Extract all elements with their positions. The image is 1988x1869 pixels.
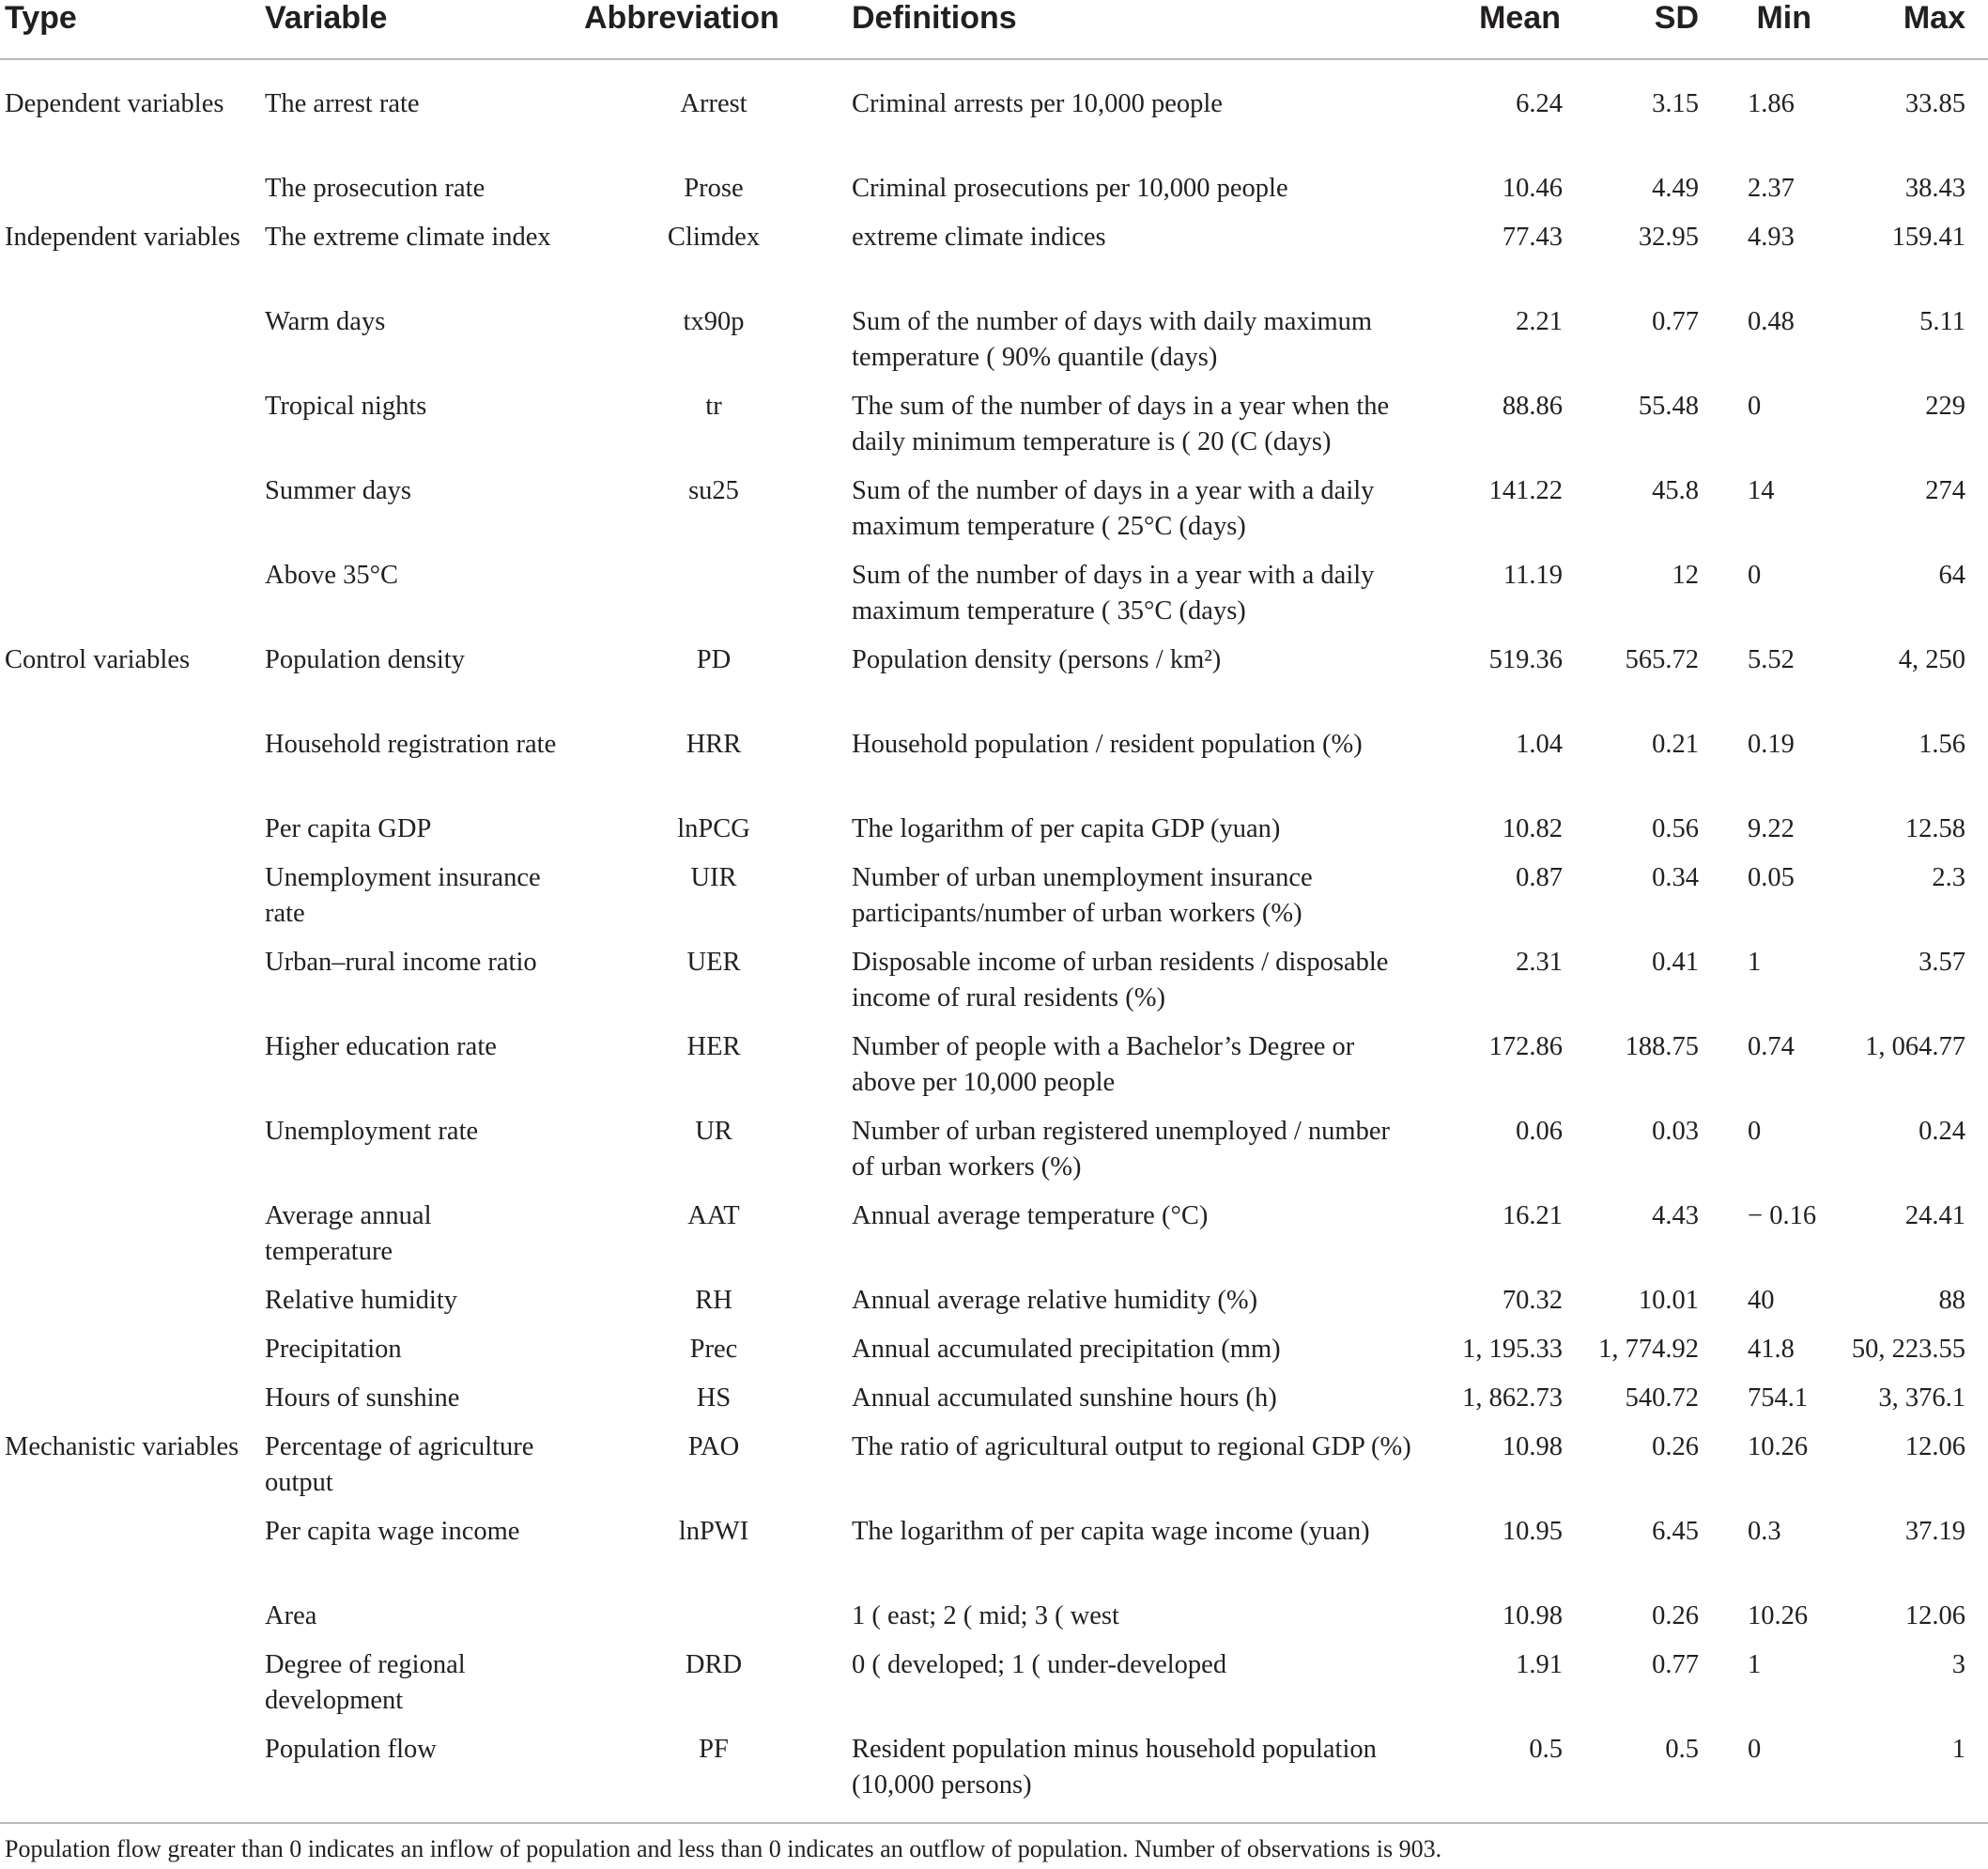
row-mean-cell: 16.21 bbox=[1502, 1201, 1563, 1230]
table-row bbox=[0, 1332, 1988, 1381]
row-definition-cell: Sum of the number of days with daily maximum temperature ( 90% quantile (days) bbox=[852, 307, 1373, 372]
row-mean-cell: 10.46 bbox=[1502, 174, 1563, 203]
row-type-cell bbox=[0, 860, 265, 945]
row-mean-cell: 10.98 bbox=[1502, 1432, 1563, 1461]
row-mean-cell: 0.06 bbox=[1516, 1117, 1563, 1146]
row-sd-cell: 0.26 bbox=[1652, 1601, 1699, 1630]
row-min-cell: 754.1 bbox=[1748, 1383, 1809, 1413]
row-definition-cell: Disposable income of urban residents / disposable income of rural residents (%) bbox=[852, 948, 1389, 1012]
row-min-cell: 0.19 bbox=[1748, 730, 1795, 759]
row-min-cell: 0.74 bbox=[1748, 1032, 1795, 1061]
row-abbreviation-cell bbox=[576, 1599, 852, 1647]
row-max-cell: 12.06 bbox=[1904, 1432, 1965, 1461]
row-variable-cell: Precipitation bbox=[265, 1335, 402, 1364]
row-mean-cell: 2.31 bbox=[1516, 948, 1563, 977]
row-min-cell: 0 bbox=[1748, 1117, 1762, 1146]
row-type-cell bbox=[0, 727, 265, 811]
row-min-cell: 1.86 bbox=[1748, 89, 1795, 118]
row-mean-cell: 11.19 bbox=[1503, 561, 1563, 590]
row-definition-cell: Population density (persons / km²) bbox=[852, 645, 1222, 674]
row-min-cell: 41.8 bbox=[1748, 1335, 1795, 1364]
row-max-cell: 0.24 bbox=[1919, 1117, 1965, 1146]
header-row bbox=[0, 0, 1988, 59]
row-abbreviation-cell: UER bbox=[686, 948, 741, 977]
row-variable-cell: Household registration rate bbox=[265, 730, 557, 759]
row-definition-cell: Number of urban registered unemployed / number of urban workers (%) bbox=[852, 1117, 1390, 1182]
row-type-cell bbox=[0, 1029, 265, 1114]
row-variable-cell: Tropical nights bbox=[265, 392, 427, 421]
table-row bbox=[0, 1732, 1988, 1816]
table-row bbox=[0, 860, 1988, 945]
table-row bbox=[0, 473, 1988, 558]
row-abbreviation-cell: PAO bbox=[687, 1432, 740, 1461]
row-definition-cell: The ratio of agricultural output to regional GDP (%) bbox=[852, 1432, 1411, 1461]
header-definitions: Definitions bbox=[852, 0, 1427, 59]
row-sd-cell: 10.01 bbox=[1638, 1286, 1699, 1315]
row-mean-cell: 1, 195.33 bbox=[1462, 1335, 1563, 1364]
row-variable-cell: Higher education rate bbox=[265, 1032, 497, 1061]
header-sd: SD bbox=[1570, 0, 1708, 59]
row-max-cell: 38.43 bbox=[1904, 174, 1965, 203]
row-mean-cell: 70.32 bbox=[1502, 1286, 1563, 1315]
row-definition-cell: Annual average relative humidity (%) bbox=[852, 1286, 1258, 1315]
row-type-cell bbox=[0, 171, 265, 220]
row-sd-cell: 0.56 bbox=[1652, 814, 1699, 843]
row-abbreviation-cell: Prose bbox=[684, 174, 744, 203]
row-min-cell: 40 bbox=[1748, 1286, 1775, 1315]
row-mean-cell: 10.95 bbox=[1502, 1517, 1563, 1546]
row-min-cell: 9.22 bbox=[1748, 814, 1795, 843]
row-definition-cell: Criminal prosecutions per 10,000 people bbox=[852, 174, 1288, 203]
row-max-cell: 2.3 bbox=[1932, 863, 1965, 892]
row-min-cell: 5.52 bbox=[1748, 645, 1795, 674]
row-abbreviation-cell: RH bbox=[695, 1286, 732, 1315]
table-row bbox=[0, 1029, 1988, 1114]
row-definition-cell: Household population / resident population (%) bbox=[852, 730, 1363, 759]
row-type-cell bbox=[0, 304, 265, 389]
row-variable-cell: Unemployment rate bbox=[265, 1117, 479, 1146]
row-abbreviation-cell: tx90p bbox=[683, 307, 745, 336]
row-sd-cell: 1, 774.92 bbox=[1598, 1335, 1699, 1364]
row-sd-cell: 0.41 bbox=[1652, 948, 1699, 977]
row-abbreviation-cell: Arrest bbox=[680, 89, 747, 118]
row-definition-cell: The logarithm of per capita GDP (yuan) bbox=[852, 814, 1281, 843]
row-variable-cell: Population density bbox=[265, 645, 465, 674]
table-row bbox=[0, 642, 1988, 727]
row-min-cell: 2.37 bbox=[1748, 174, 1795, 203]
row-definition-cell: Annual average temperature (°C) bbox=[852, 1201, 1209, 1230]
table-header bbox=[0, 0, 1988, 59]
table-row bbox=[0, 727, 1988, 811]
row-mean-cell: 10.98 bbox=[1502, 1601, 1563, 1630]
table-row bbox=[0, 1198, 1988, 1283]
row-abbreviation-cell bbox=[576, 558, 852, 642]
row-variable-cell: Per capita GDP bbox=[265, 814, 432, 843]
row-abbreviation-cell: HER bbox=[686, 1032, 741, 1061]
row-sd-cell: 45.8 bbox=[1652, 476, 1699, 505]
row-abbreviation-cell: DRD bbox=[685, 1650, 743, 1679]
row-abbreviation-cell: Prec bbox=[689, 1335, 738, 1364]
header-type: Type bbox=[0, 0, 265, 59]
row-sd-cell: 3.15 bbox=[1652, 89, 1699, 118]
row-max-cell: 229 bbox=[1925, 392, 1965, 421]
row-mean-cell: 519.36 bbox=[1488, 645, 1563, 674]
table-row bbox=[0, 1599, 1988, 1647]
row-type-cell: Independent variables bbox=[5, 223, 240, 252]
row-min-cell: 0 bbox=[1748, 561, 1762, 590]
row-variable-cell: Relative humidity bbox=[265, 1286, 458, 1315]
row-mean-cell: 1.91 bbox=[1516, 1650, 1563, 1679]
row-type-cell: Dependent variables bbox=[5, 89, 224, 118]
table-footnote: Population flow greater than 0 indicates an inflow of population and less than 0 indicates an outflow of population. Number of observations is 903. bbox=[5, 1835, 1442, 1862]
row-definition-cell: Sum of the number of days in a year with a daily maximum temperature ( 35°C (days) bbox=[852, 561, 1375, 626]
row-abbreviation-cell: HRR bbox=[686, 730, 742, 759]
row-min-cell: 14 bbox=[1748, 476, 1775, 505]
row-variable-cell: Population flow bbox=[265, 1735, 437, 1764]
row-min-cell: 0 bbox=[1748, 1735, 1762, 1764]
row-mean-cell: 172.86 bbox=[1488, 1032, 1563, 1061]
row-variable-cell: Average annual temperature bbox=[265, 1201, 432, 1266]
row-min-cell: 4.93 bbox=[1748, 223, 1795, 252]
row-sd-cell: 0.77 bbox=[1652, 1650, 1699, 1679]
row-max-cell: 5.11 bbox=[1919, 307, 1965, 336]
row-variable-cell: The arrest rate bbox=[265, 89, 420, 118]
row-mean-cell: 2.21 bbox=[1516, 307, 1563, 336]
row-max-cell: 37.19 bbox=[1904, 1517, 1965, 1546]
row-max-cell: 64 bbox=[1938, 561, 1965, 590]
row-sd-cell: 12 bbox=[1672, 561, 1699, 590]
row-variable-cell: Percentage of agriculture output bbox=[265, 1432, 534, 1497]
row-variable-cell: Hours of sunshine bbox=[265, 1383, 460, 1413]
header-abbreviation: Abbreviation bbox=[576, 0, 852, 59]
row-mean-cell: 1.04 bbox=[1516, 730, 1563, 759]
row-abbreviation-cell: lnPCG bbox=[677, 814, 750, 843]
table-row bbox=[0, 811, 1988, 860]
row-type-cell bbox=[0, 558, 265, 642]
row-type-cell bbox=[0, 945, 265, 1029]
row-max-cell: 33.85 bbox=[1904, 89, 1965, 118]
row-definition-cell: extreme climate indices bbox=[852, 223, 1106, 252]
row-abbreviation-cell: AAT bbox=[687, 1201, 740, 1230]
row-mean-cell: 1, 862.73 bbox=[1462, 1383, 1563, 1413]
row-definition-cell: Number of people with a Bachelor’s Degree or above per 10,000 people bbox=[852, 1032, 1355, 1097]
row-type-cell bbox=[0, 1114, 265, 1198]
row-sd-cell: 0.5 bbox=[1665, 1735, 1699, 1764]
row-definition-cell: Number of urban unemployment insurance participants/number of urban workers (%) bbox=[852, 863, 1313, 928]
row-abbreviation-cell: UIR bbox=[690, 863, 737, 892]
row-abbreviation-cell: Climdex bbox=[667, 223, 761, 252]
row-max-cell: 1.56 bbox=[1919, 730, 1965, 759]
row-type-cell bbox=[0, 1283, 265, 1332]
table-row bbox=[0, 945, 1988, 1029]
row-max-cell: 24.41 bbox=[1904, 1201, 1965, 1230]
table-row bbox=[0, 1647, 1988, 1732]
row-variable-cell: Summer days bbox=[265, 476, 411, 505]
row-definition-cell: The logarithm of per capita wage income (yuan) bbox=[852, 1517, 1370, 1546]
table-row bbox=[0, 59, 1988, 171]
row-max-cell: 12.06 bbox=[1904, 1601, 1965, 1630]
row-type-cell: Mechanistic variables bbox=[5, 1432, 239, 1461]
footnote-divider bbox=[0, 1822, 1988, 1824]
header-mean: Mean bbox=[1427, 0, 1570, 59]
row-abbreviation-cell: HS bbox=[696, 1383, 732, 1413]
row-mean-cell: 0.87 bbox=[1516, 863, 1563, 892]
table-body bbox=[0, 59, 1988, 1816]
row-min-cell: 1 bbox=[1748, 948, 1762, 977]
row-max-cell: 3, 376.1 bbox=[1878, 1383, 1965, 1413]
row-variable-cell: Warm days bbox=[265, 307, 386, 336]
row-min-cell: 0.3 bbox=[1748, 1517, 1781, 1546]
header-variable: Variable bbox=[265, 0, 576, 59]
row-definition-cell: 0 ( developed; 1 ( under-developed bbox=[852, 1650, 1227, 1679]
row-type-cell bbox=[0, 1198, 265, 1283]
table-row bbox=[0, 1429, 1988, 1514]
row-min-cell: 1 bbox=[1748, 1650, 1762, 1679]
row-min-cell: 0 bbox=[1748, 392, 1762, 421]
row-sd-cell: 6.45 bbox=[1652, 1517, 1699, 1546]
row-mean-cell: 10.82 bbox=[1502, 814, 1563, 843]
row-abbreviation-cell: su25 bbox=[688, 476, 739, 505]
row-max-cell: 4, 250 bbox=[1898, 645, 1965, 674]
row-variable-cell: Unemployment insurance rate bbox=[265, 863, 541, 928]
row-abbreviation-cell: UR bbox=[695, 1117, 732, 1146]
row-mean-cell: 6.24 bbox=[1516, 89, 1563, 118]
row-sd-cell: 4.43 bbox=[1652, 1201, 1699, 1230]
table-row bbox=[0, 304, 1988, 389]
row-abbreviation-cell: PF bbox=[699, 1735, 729, 1764]
row-sd-cell: 0.26 bbox=[1652, 1432, 1699, 1461]
row-definition-cell: Annual accumulated precipitation (mm) bbox=[852, 1335, 1281, 1364]
row-sd-cell: 0.03 bbox=[1652, 1117, 1699, 1146]
row-mean-cell: 141.22 bbox=[1488, 476, 1563, 505]
row-variable-cell: Urban–rural income ratio bbox=[265, 948, 537, 977]
row-sd-cell: 4.49 bbox=[1652, 174, 1699, 203]
row-definition-cell: Criminal arrests per 10,000 people bbox=[852, 89, 1223, 118]
row-min-cell: 0.05 bbox=[1748, 863, 1795, 892]
table-row bbox=[0, 1381, 1988, 1429]
table-row bbox=[0, 558, 1988, 642]
row-definition-cell: Sum of the number of days in a year with a daily maximum temperature ( 25°C (days) bbox=[852, 476, 1375, 541]
table-row bbox=[0, 1514, 1988, 1599]
row-variable-cell: Degree of regional development bbox=[265, 1650, 466, 1715]
row-sd-cell: 32.95 bbox=[1638, 223, 1699, 252]
row-type-cell bbox=[0, 811, 265, 860]
row-max-cell: 3 bbox=[1951, 1650, 1965, 1679]
row-mean-cell: 77.43 bbox=[1502, 223, 1563, 252]
row-max-cell: 274 bbox=[1925, 476, 1965, 505]
row-definition-cell: Annual accumulated sunshine hours (h) bbox=[852, 1383, 1277, 1413]
row-variable-cell: Per capita wage income bbox=[265, 1517, 520, 1546]
row-mean-cell: 0.5 bbox=[1529, 1735, 1563, 1764]
row-abbreviation-cell: tr bbox=[705, 392, 722, 421]
row-type-cell bbox=[0, 389, 265, 473]
row-max-cell: 50, 223.55 bbox=[1851, 1335, 1965, 1364]
row-mean-cell: 88.86 bbox=[1502, 392, 1563, 421]
row-type-cell bbox=[0, 1647, 265, 1732]
row-min-cell: 10.26 bbox=[1748, 1601, 1809, 1630]
row-min-cell: 10.26 bbox=[1748, 1432, 1809, 1461]
row-sd-cell: 0.34 bbox=[1652, 863, 1699, 892]
row-sd-cell: 565.72 bbox=[1625, 645, 1699, 674]
row-max-cell: 12.58 bbox=[1904, 814, 1965, 843]
row-sd-cell: 188.75 bbox=[1625, 1032, 1699, 1061]
row-sd-cell: 540.72 bbox=[1625, 1383, 1699, 1413]
row-definition-cell: 1 ( east; 2 ( mid; 3 ( west bbox=[852, 1601, 1119, 1630]
table-row bbox=[0, 1283, 1988, 1332]
row-max-cell: 3.57 bbox=[1919, 948, 1965, 977]
row-max-cell: 88 bbox=[1938, 1286, 1965, 1315]
row-max-cell: 1, 064.77 bbox=[1865, 1032, 1965, 1061]
table-row bbox=[0, 1114, 1988, 1198]
row-type-cell bbox=[0, 1732, 265, 1816]
row-type-cell bbox=[0, 1599, 265, 1647]
table-row bbox=[0, 171, 1988, 220]
row-max-cell: 159.41 bbox=[1891, 223, 1965, 252]
row-abbreviation-cell: lnPWI bbox=[678, 1517, 749, 1546]
row-sd-cell: 0.77 bbox=[1652, 307, 1699, 336]
row-definition-cell: The sum of the number of days in a year when the daily minimum temperature is ( 20 (C (days) bbox=[852, 392, 1390, 456]
row-variable-cell: The prosecution rate bbox=[265, 174, 485, 203]
row-max-cell: 1 bbox=[1951, 1735, 1965, 1764]
row-type-cell bbox=[0, 1332, 265, 1381]
row-variable-cell: Above 35°C bbox=[265, 561, 399, 590]
row-sd-cell: 0.21 bbox=[1652, 730, 1699, 759]
row-min-cell: − 0.16 bbox=[1748, 1201, 1817, 1230]
row-definition-cell: Resident population minus household population (10,000 persons) bbox=[852, 1735, 1377, 1799]
row-min-cell: 0.48 bbox=[1748, 307, 1795, 336]
row-sd-cell: 55.48 bbox=[1638, 392, 1699, 421]
row-abbreviation-cell: PD bbox=[696, 645, 732, 674]
row-type-cell bbox=[0, 1514, 265, 1599]
table-row bbox=[0, 220, 1988, 304]
header-min: Min bbox=[1708, 0, 1840, 59]
table-row bbox=[0, 389, 1988, 473]
row-type-cell bbox=[0, 1381, 265, 1429]
header-max: Max bbox=[1840, 0, 1988, 59]
row-type-cell: Control variables bbox=[5, 645, 191, 674]
row-type-cell bbox=[0, 473, 265, 558]
row-variable-cell: The extreme climate index bbox=[265, 223, 551, 252]
row-variable-cell: Area bbox=[265, 1601, 317, 1630]
